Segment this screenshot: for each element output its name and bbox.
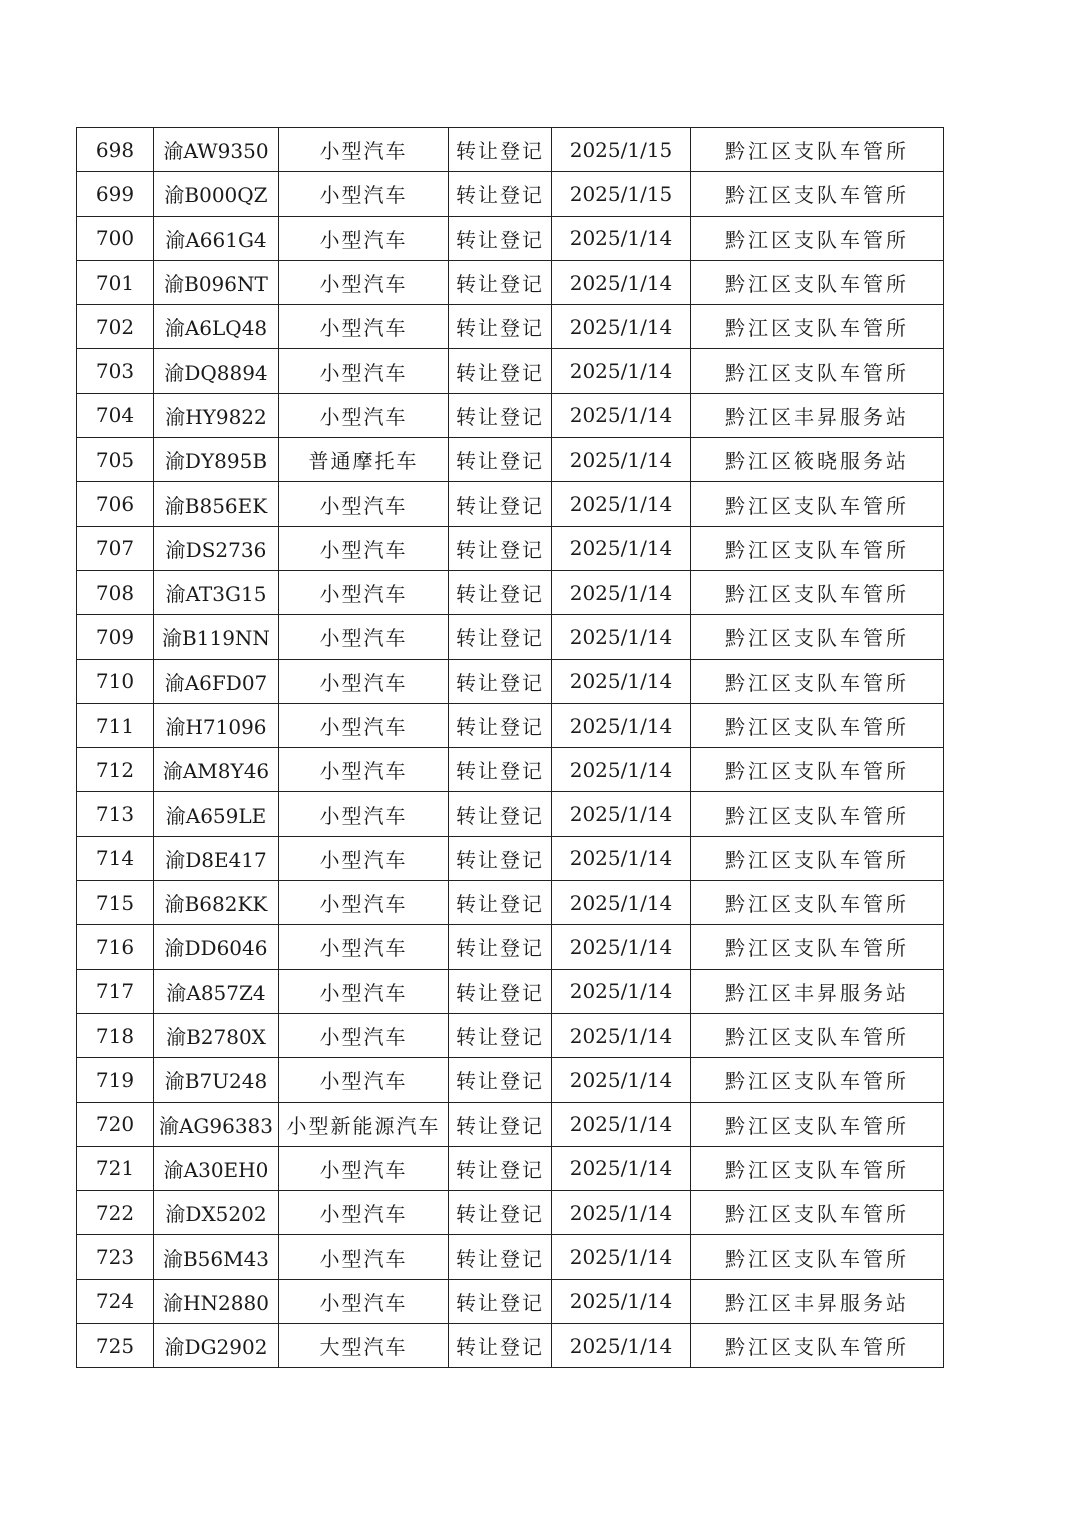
date-cell: 2025/1/14 xyxy=(552,615,691,659)
date-cell: 2025/1/14 xyxy=(552,393,691,437)
row-index-cell: 699 xyxy=(77,172,154,216)
business-type-cell: 转让登记 xyxy=(449,703,552,747)
office-cell: 黔江区支队车管所 xyxy=(691,526,944,570)
table-row xyxy=(77,881,944,925)
row-index-cell: 721 xyxy=(77,1146,154,1190)
vehicle-type-cell: 小型汽车 xyxy=(279,482,449,526)
office-cell: 黔江区筱晓服务站 xyxy=(691,438,944,482)
row-index-cell: 712 xyxy=(77,748,154,792)
row-index-cell: 698 xyxy=(77,128,154,172)
office-cell: 黔江区支队车管所 xyxy=(691,836,944,880)
vehicle-type-cell: 小型汽车 xyxy=(279,1146,449,1190)
vehicle-type-cell: 小型汽车 xyxy=(279,969,449,1013)
row-index-cell: 709 xyxy=(77,615,154,659)
row-index-cell: 710 xyxy=(77,659,154,703)
business-type-cell: 转让登记 xyxy=(449,1191,552,1235)
date-cell: 2025/1/14 xyxy=(552,438,691,482)
plate-number-cell: 渝DX5202 xyxy=(154,1191,279,1235)
plate-number-cell: 渝D8E417 xyxy=(154,836,279,880)
plate-number-cell: 渝AG96383 xyxy=(154,1102,279,1146)
vehicle-type-cell: 小型汽车 xyxy=(279,881,449,925)
vehicle-type-cell: 小型汽车 xyxy=(279,216,449,260)
table-row xyxy=(77,659,944,703)
plate-number-cell: 渝A661G4 xyxy=(154,216,279,260)
business-type-cell: 转让登记 xyxy=(449,1013,552,1057)
date-cell: 2025/1/14 xyxy=(552,748,691,792)
plate-number-cell: 渝DY895B xyxy=(154,438,279,482)
row-index-cell: 722 xyxy=(77,1191,154,1235)
office-cell: 黔江区支队车管所 xyxy=(691,570,944,614)
row-index-cell: 725 xyxy=(77,1324,154,1368)
date-cell: 2025/1/14 xyxy=(552,881,691,925)
table-row xyxy=(77,482,944,526)
vehicle-type-cell: 小型汽车 xyxy=(279,526,449,570)
date-cell: 2025/1/14 xyxy=(552,526,691,570)
plate-number-cell: 渝A6FD07 xyxy=(154,659,279,703)
table-row xyxy=(77,128,944,172)
business-type-cell: 转让登记 xyxy=(449,1324,552,1368)
date-cell: 2025/1/14 xyxy=(552,969,691,1013)
vehicle-type-cell: 小型汽车 xyxy=(279,349,449,393)
plate-number-cell: 渝A30EH0 xyxy=(154,1146,279,1190)
table-row xyxy=(77,526,944,570)
plate-number-cell: 渝H71096 xyxy=(154,703,279,747)
vehicle-type-cell: 小型新能源汽车 xyxy=(279,1102,449,1146)
business-type-cell: 转让登记 xyxy=(449,260,552,304)
office-cell: 黔江区支队车管所 xyxy=(691,1191,944,1235)
plate-number-cell: 渝B096NT xyxy=(154,260,279,304)
date-cell: 2025/1/14 xyxy=(552,1013,691,1057)
date-cell: 2025/1/14 xyxy=(552,925,691,969)
table-row xyxy=(77,925,944,969)
row-index-cell: 708 xyxy=(77,570,154,614)
plate-number-cell: 渝A659LE xyxy=(154,792,279,836)
office-cell: 黔江区支队车管所 xyxy=(691,172,944,216)
vehicle-type-cell: 小型汽车 xyxy=(279,260,449,304)
row-index-cell: 711 xyxy=(77,703,154,747)
office-cell: 黔江区支队车管所 xyxy=(691,1324,944,1368)
office-cell: 黔江区支队车管所 xyxy=(691,128,944,172)
row-index-cell: 718 xyxy=(77,1013,154,1057)
office-cell: 黔江区支队车管所 xyxy=(691,659,944,703)
business-type-cell: 转让登记 xyxy=(449,216,552,260)
vehicle-type-cell: 小型汽车 xyxy=(279,1279,449,1323)
office-cell: 黔江区支队车管所 xyxy=(691,305,944,349)
registration-table xyxy=(76,127,944,1368)
office-cell: 黔江区支队车管所 xyxy=(691,1235,944,1279)
business-type-cell: 转让登记 xyxy=(449,1102,552,1146)
office-cell: 黔江区支队车管所 xyxy=(691,748,944,792)
date-cell: 2025/1/14 xyxy=(552,216,691,260)
row-index-cell: 717 xyxy=(77,969,154,1013)
plate-number-cell: 渝B119NN xyxy=(154,615,279,659)
date-cell: 2025/1/14 xyxy=(552,305,691,349)
row-index-cell: 714 xyxy=(77,836,154,880)
row-index-cell: 706 xyxy=(77,482,154,526)
vehicle-type-cell: 小型汽车 xyxy=(279,1191,449,1235)
row-index-cell: 705 xyxy=(77,438,154,482)
plate-number-cell: 渝HN2880 xyxy=(154,1279,279,1323)
office-cell: 黔江区支队车管所 xyxy=(691,792,944,836)
vehicle-type-cell: 小型汽车 xyxy=(279,836,449,880)
plate-number-cell: 渝B56M43 xyxy=(154,1235,279,1279)
date-cell: 2025/1/14 xyxy=(552,1191,691,1235)
table-row xyxy=(77,1013,944,1057)
office-cell: 黔江区支队车管所 xyxy=(691,881,944,925)
business-type-cell: 转让登记 xyxy=(449,615,552,659)
date-cell: 2025/1/14 xyxy=(552,1324,691,1368)
vehicle-type-cell: 小型汽车 xyxy=(279,1013,449,1057)
date-cell: 2025/1/14 xyxy=(552,570,691,614)
row-index-cell: 716 xyxy=(77,925,154,969)
date-cell: 2025/1/14 xyxy=(552,482,691,526)
date-cell: 2025/1/14 xyxy=(552,260,691,304)
row-index-cell: 704 xyxy=(77,393,154,437)
business-type-cell: 转让登记 xyxy=(449,925,552,969)
row-index-cell: 723 xyxy=(77,1235,154,1279)
office-cell: 黔江区丰昇服务站 xyxy=(691,1279,944,1323)
table-row xyxy=(77,615,944,659)
plate-number-cell: 渝DD6046 xyxy=(154,925,279,969)
business-type-cell: 转让登记 xyxy=(449,1146,552,1190)
registration-table-body xyxy=(77,128,944,1368)
table-row xyxy=(77,969,944,1013)
vehicle-type-cell: 小型汽车 xyxy=(279,1235,449,1279)
table-row xyxy=(77,393,944,437)
office-cell: 黔江区支队车管所 xyxy=(691,615,944,659)
date-cell: 2025/1/14 xyxy=(552,703,691,747)
office-cell: 黔江区支队车管所 xyxy=(691,1102,944,1146)
row-index-cell: 720 xyxy=(77,1102,154,1146)
date-cell: 2025/1/14 xyxy=(552,1058,691,1102)
office-cell: 黔江区支队车管所 xyxy=(691,216,944,260)
vehicle-type-cell: 小型汽车 xyxy=(279,659,449,703)
plate-number-cell: 渝DG2902 xyxy=(154,1324,279,1368)
row-index-cell: 700 xyxy=(77,216,154,260)
office-cell: 黔江区支队车管所 xyxy=(691,349,944,393)
table-row xyxy=(77,305,944,349)
business-type-cell: 转让登记 xyxy=(449,438,552,482)
plate-number-cell: 渝HY9822 xyxy=(154,393,279,437)
business-type-cell: 转让登记 xyxy=(449,393,552,437)
table-row xyxy=(77,216,944,260)
table-row xyxy=(77,349,944,393)
row-index-cell: 724 xyxy=(77,1279,154,1323)
vehicle-type-cell: 小型汽车 xyxy=(279,792,449,836)
date-cell: 2025/1/14 xyxy=(552,1146,691,1190)
table-row xyxy=(77,1279,944,1323)
vehicle-type-cell: 小型汽车 xyxy=(279,925,449,969)
business-type-cell: 转让登记 xyxy=(449,969,552,1013)
business-type-cell: 转让登记 xyxy=(449,836,552,880)
table-row xyxy=(77,703,944,747)
table-row xyxy=(77,1235,944,1279)
vehicle-type-cell: 小型汽车 xyxy=(279,570,449,614)
plate-number-cell: 渝DS2736 xyxy=(154,526,279,570)
vehicle-type-cell: 小型汽车 xyxy=(279,305,449,349)
date-cell: 2025/1/14 xyxy=(552,1279,691,1323)
table-row xyxy=(77,1146,944,1190)
plate-number-cell: 渝B2780X xyxy=(154,1013,279,1057)
row-index-cell: 719 xyxy=(77,1058,154,1102)
table-row xyxy=(77,260,944,304)
vehicle-type-cell: 小型汽车 xyxy=(279,703,449,747)
vehicle-type-cell: 小型汽车 xyxy=(279,128,449,172)
vehicle-type-cell: 小型汽车 xyxy=(279,615,449,659)
plate-number-cell: 渝B000QZ xyxy=(154,172,279,216)
table-row xyxy=(77,1102,944,1146)
business-type-cell: 转让登记 xyxy=(449,526,552,570)
date-cell: 2025/1/14 xyxy=(552,1102,691,1146)
row-index-cell: 715 xyxy=(77,881,154,925)
plate-number-cell: 渝A857Z4 xyxy=(154,969,279,1013)
table-row xyxy=(77,172,944,216)
office-cell: 黔江区支队车管所 xyxy=(691,1058,944,1102)
plate-number-cell: 渝DQ8894 xyxy=(154,349,279,393)
business-type-cell: 转让登记 xyxy=(449,748,552,792)
business-type-cell: 转让登记 xyxy=(449,570,552,614)
plate-number-cell: 渝A6LQ48 xyxy=(154,305,279,349)
office-cell: 黔江区支队车管所 xyxy=(691,925,944,969)
table-row xyxy=(77,792,944,836)
business-type-cell: 转让登记 xyxy=(449,128,552,172)
table-row xyxy=(77,1058,944,1102)
row-index-cell: 702 xyxy=(77,305,154,349)
date-cell: 2025/1/15 xyxy=(552,172,691,216)
business-type-cell: 转让登记 xyxy=(449,659,552,703)
business-type-cell: 转让登记 xyxy=(449,172,552,216)
office-cell: 黔江区丰昇服务站 xyxy=(691,969,944,1013)
date-cell: 2025/1/15 xyxy=(552,128,691,172)
vehicle-type-cell: 小型汽车 xyxy=(279,172,449,216)
business-type-cell: 转让登记 xyxy=(449,1235,552,1279)
date-cell: 2025/1/14 xyxy=(552,836,691,880)
table-row xyxy=(77,748,944,792)
vehicle-type-cell: 大型汽车 xyxy=(279,1324,449,1368)
office-cell: 黔江区支队车管所 xyxy=(691,482,944,526)
row-index-cell: 707 xyxy=(77,526,154,570)
date-cell: 2025/1/14 xyxy=(552,792,691,836)
business-type-cell: 转让登记 xyxy=(449,349,552,393)
office-cell: 黔江区支队车管所 xyxy=(691,1013,944,1057)
office-cell: 黔江区支队车管所 xyxy=(691,703,944,747)
date-cell: 2025/1/14 xyxy=(552,659,691,703)
vehicle-type-cell: 小型汽车 xyxy=(279,393,449,437)
office-cell: 黔江区丰昇服务站 xyxy=(691,393,944,437)
table-row xyxy=(77,570,944,614)
plate-number-cell: 渝B7U248 xyxy=(154,1058,279,1102)
business-type-cell: 转让登记 xyxy=(449,1058,552,1102)
date-cell: 2025/1/14 xyxy=(552,349,691,393)
table-row xyxy=(77,438,944,482)
row-index-cell: 713 xyxy=(77,792,154,836)
business-type-cell: 转让登记 xyxy=(449,482,552,526)
plate-number-cell: 渝AM8Y46 xyxy=(154,748,279,792)
business-type-cell: 转让登记 xyxy=(449,881,552,925)
date-cell: 2025/1/14 xyxy=(552,1235,691,1279)
office-cell: 黔江区支队车管所 xyxy=(691,260,944,304)
vehicle-type-cell: 小型汽车 xyxy=(279,1058,449,1102)
plate-number-cell: 渝B682KK xyxy=(154,881,279,925)
office-cell: 黔江区支队车管所 xyxy=(691,1146,944,1190)
vehicle-type-cell: 小型汽车 xyxy=(279,748,449,792)
vehicle-type-cell: 普通摩托车 xyxy=(279,438,449,482)
plate-number-cell: 渝B856EK xyxy=(154,482,279,526)
business-type-cell: 转让登记 xyxy=(449,305,552,349)
plate-number-cell: 渝AT3G15 xyxy=(154,570,279,614)
business-type-cell: 转让登记 xyxy=(449,1279,552,1323)
row-index-cell: 701 xyxy=(77,260,154,304)
table-row xyxy=(77,836,944,880)
row-index-cell: 703 xyxy=(77,349,154,393)
plate-number-cell: 渝AW9350 xyxy=(154,128,279,172)
table-row xyxy=(77,1324,944,1368)
table-row xyxy=(77,1191,944,1235)
business-type-cell: 转让登记 xyxy=(449,792,552,836)
